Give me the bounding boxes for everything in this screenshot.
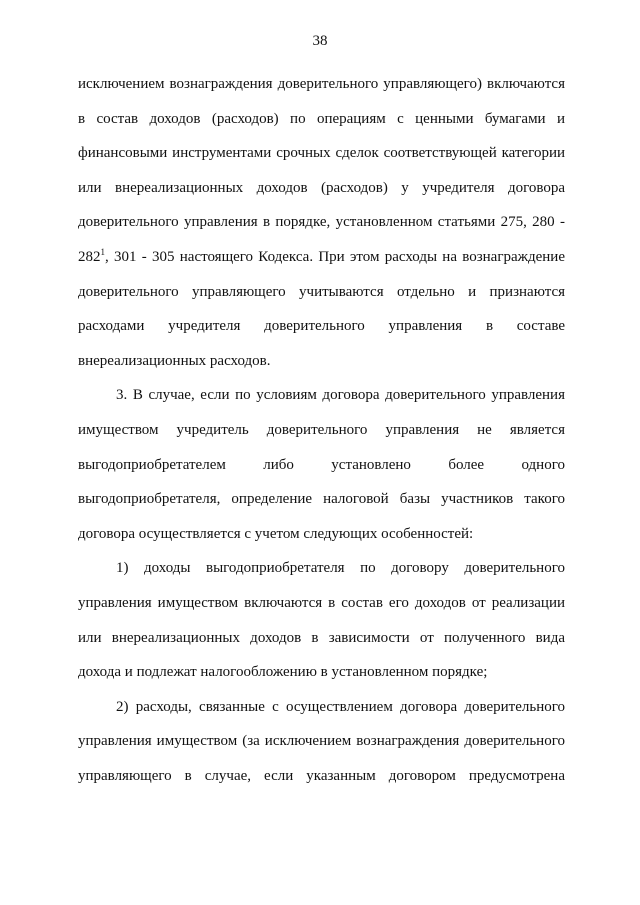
text-line: выгодоприобретателем либо установлено более одного xyxy=(78,456,565,473)
document-body xyxy=(78,74,565,800)
paragraph-start: 3. В случае, если по условиям договора доверительного управления xyxy=(116,387,565,404)
text-line: управления имуществом (за исключением вознаграждения доверительного xyxy=(78,733,565,750)
paragraph-start: 1) доходы выгодоприобретателя по договору доверительного xyxy=(116,560,565,577)
text-line: внереализационных расходов. xyxy=(78,352,271,369)
page-number: 38 xyxy=(312,33,328,49)
text-line: дохода и подлежат налогообложению в установленном порядке; xyxy=(78,664,488,681)
text-line: или внереализационных доходов (расходов) у учредителя договора xyxy=(78,179,565,196)
text-line: имуществом учредитель доверительного управления не является xyxy=(78,421,565,438)
text-line: исключением вознаграждения доверительного управляющего) включаются xyxy=(78,76,565,92)
text-line: расходами учредителя доверительного управления в составе xyxy=(78,318,565,335)
text-line xyxy=(78,247,565,282)
text-line: или внереализационных доходов в зависимости от полученного вида xyxy=(78,629,565,646)
text-fragment: , 301 - 305 настоящего Кодекса. При этом расходы на вознаграждение xyxy=(105,248,565,265)
text-line: договора осуществляется с учетом следующих особенностей: xyxy=(78,525,474,542)
text-line: управления имуществом включаются в состав его доходов от реализации xyxy=(78,594,565,611)
text-line: финансовыми инструментами срочных сделок соответствующей категории xyxy=(78,145,565,162)
text-line: выгодоприобретателя, определение налоговой базы участников такого xyxy=(78,491,565,508)
text-line: доверительного управляющего учитываются отдельно и признаются xyxy=(78,283,565,300)
superscript: 1 xyxy=(100,246,105,257)
article-number: 282 xyxy=(78,248,101,265)
text-line: управляющего в случае, если указанным договором предусмотрена xyxy=(78,767,565,784)
text-line: доверительного управления в порядке, установленном статьями 275, 280 - xyxy=(78,214,565,231)
paragraph-start: 2) расходы, связанные с осуществлением договора доверительного xyxy=(116,698,565,715)
text-line: в состав доходов (расходов) по операциям с ценными бумагами и xyxy=(78,110,565,127)
